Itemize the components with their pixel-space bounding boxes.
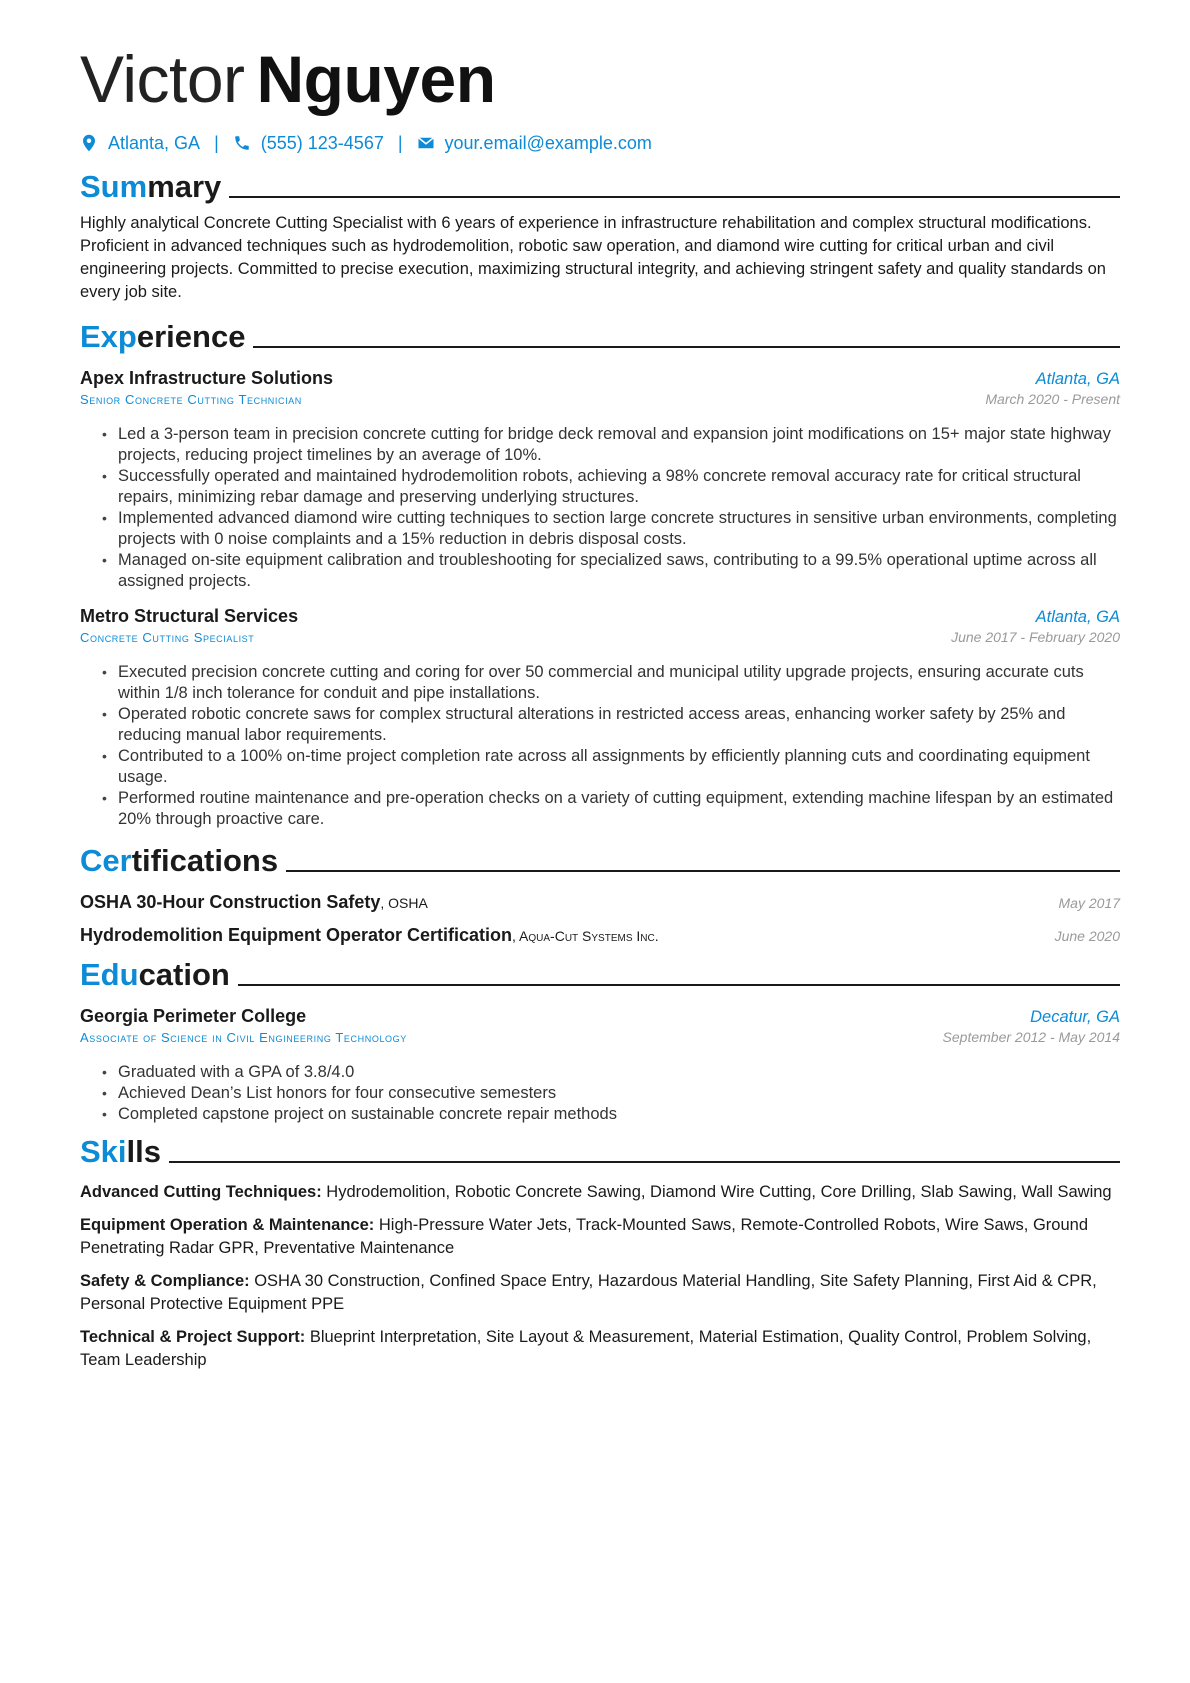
education-heading	[80, 954, 1120, 994]
location-text: Atlanta, GA	[108, 132, 201, 153]
list-item: • Managed on-site equipment calibration and troubleshooting for specialized saws, contributing to a 99.5% operational uptime across all assigned projects.	[118, 550, 1120, 592]
skill-label: Equipment Operation & Maintenance:	[80, 1216, 375, 1234]
list-item: • Contributed to a 100% on-time project completion rate across all assignments by efficiently planning cuts and coordinating equipment usage.	[118, 746, 1120, 788]
list-item: • Completed capstone project on sustainable concrete repair methods	[118, 1104, 1120, 1125]
section-title: Certifications	[80, 843, 279, 878]
skill-row	[80, 1214, 1120, 1260]
section-rule	[238, 984, 1120, 986]
section-title: Summary	[80, 169, 222, 204]
contact-separator: |	[214, 132, 219, 153]
education-dates: September 2012 - May 2014	[942, 1029, 1120, 1045]
certification-item	[80, 892, 1120, 913]
list-item: • Achieved Dean’s List honors for four consecutive semesters	[118, 1083, 1120, 1104]
certification-item	[80, 925, 1120, 946]
list-item: • Performed routine maintenance and pre-operation checks on a variety of cutting equipment, extending machine lifespan by an estimated 20% through proactive care.	[118, 788, 1120, 830]
list-item: • Operated robotic concrete saws for complex structural alterations in restricted access areas, enhancing worker safety by 25% and reducing manual labor requirements.	[118, 704, 1120, 746]
education-bullets	[80, 1062, 1120, 1125]
job-entry	[80, 604, 1120, 830]
contact-line	[80, 126, 1120, 160]
experience-heading	[80, 316, 1120, 356]
first-name: Victor	[80, 42, 245, 116]
list-item: • Successfully operated and maintained hydrodemolition robots, achieving a 98% concrete removal accuracy rate for critical structural repairs, minimizing rebar damage and preserving underlying structures.	[118, 466, 1120, 508]
section-rule	[253, 346, 1120, 348]
skill-row	[80, 1326, 1120, 1372]
job-dates: March 2020 - Present	[985, 391, 1120, 407]
skill-values: Hydrodemolition, Robotic Concrete Sawing, Diamond Wire Cutting, Core Drilling, Slab Sawing, Wall Sawing	[321, 1183, 1112, 1201]
company-name: Apex Infrastructure Solutions	[80, 368, 334, 388]
skill-values: High-Pressure Water Jets, Track-Mounted Saws, Remote-Controlled Robots, Wire Saws, Ground Penetrating Radar GPR, Preventative Maintenance	[80, 1216, 1089, 1257]
job-entry	[80, 366, 1120, 592]
job-location: Atlanta, GA	[1035, 608, 1120, 626]
map-pin-icon	[80, 134, 98, 152]
certification-date: June 2020	[1054, 928, 1120, 944]
job-location: Atlanta, GA	[1035, 370, 1120, 388]
list-item: • Implemented advanced diamond wire cutting techniques to section large concrete structures in sensitive urban environments, completing projects with 0 noise complaints and a 15% reduction in debris disposal costs.	[118, 508, 1120, 550]
email-link[interactable]: your.email@example.com	[444, 132, 652, 153]
summary-heading	[80, 166, 1120, 206]
phone-icon	[233, 134, 251, 152]
list-item: • Led a 3-person team in precision concrete cutting for bridge deck removal and expansion joint modifications on 15+ major state highway projects, reducing project timelines by an average of 10%.	[118, 424, 1120, 466]
skill-label: Technical & Project Support:	[80, 1328, 306, 1346]
section-title: Education	[80, 957, 230, 992]
certification-issuer: , Aqua-Cut Systems Inc.	[512, 928, 659, 944]
job-bullets	[80, 662, 1120, 830]
candidate-name	[80, 40, 1120, 120]
resume-page	[80, 40, 1120, 1372]
skill-row	[80, 1181, 1120, 1204]
envelope-icon	[417, 134, 435, 152]
certification-name: Hydrodemolition Equipment Operator Certification	[80, 925, 513, 945]
education-entry	[80, 1004, 1120, 1125]
list-item: • Executed precision concrete cutting and coring for over 50 commercial and municipal utility upgrade projects, ensuring accurate cuts within 1/8 inch tolerance for conduit and pipe installations.	[118, 662, 1120, 704]
section-rule	[169, 1161, 1120, 1163]
degree-name: Associate of Science in Civil Engineering Technology	[80, 1030, 407, 1045]
skill-values: Blueprint Interpretation, Site Layout & Measurement, Material Estimation, Quality Control, Problem Solving, Team Leadership	[80, 1328, 1092, 1369]
company-name: Metro Structural Services	[80, 606, 299, 626]
school-name: Georgia Perimeter College	[80, 1006, 307, 1026]
skills-heading	[80, 1131, 1120, 1171]
skill-label: Advanced Cutting Techniques:	[80, 1183, 322, 1201]
certification-issuer: , OSHA	[380, 895, 428, 911]
summary-text: Highly analytical Concrete Cutting Specialist with 6 years of experience in infrastructure rehabilitation and complex structural modifications. Proficient in advanced techniques such as hydrodemolition, robotic saw operation, and diamond wire cutting for critical urban and civil engineering projects. Committed to precise execution, maximizing structural integrity, and achieving stringent safety and quality standards on every job site.	[80, 214, 1106, 301]
job-dates: June 2017 - February 2020	[951, 629, 1120, 645]
certification-date: May 2017	[1058, 895, 1120, 911]
section-title: Experience	[80, 319, 246, 354]
skill-row	[80, 1270, 1120, 1316]
list-item: • Graduated with a GPA of 3.8/4.0	[118, 1062, 1120, 1083]
skill-label: Safety & Compliance:	[80, 1272, 250, 1290]
job-title: Senior Concrete Cutting Technician	[80, 392, 302, 407]
phone-link[interactable]: (555) 123-4567	[260, 132, 384, 153]
school-location: Decatur, GA	[1030, 1008, 1120, 1026]
job-bullets	[80, 424, 1120, 592]
certification-name: OSHA 30-Hour Construction Safety	[80, 892, 381, 912]
section-rule	[286, 870, 1120, 872]
last-name: Nguyen	[256, 42, 496, 116]
section-rule	[229, 196, 1120, 198]
certifications-heading	[80, 840, 1120, 880]
skill-values: OSHA 30 Construction, Confined Space Entry, Hazardous Material Handling, Site Safety Planning, First Aid & CPR, Personal Protective Equipment PPE	[80, 1272, 1097, 1313]
contact-separator: |	[397, 132, 403, 153]
job-title: Concrete Cutting Specialist	[80, 630, 255, 645]
section-title: Skills	[80, 1134, 161, 1169]
